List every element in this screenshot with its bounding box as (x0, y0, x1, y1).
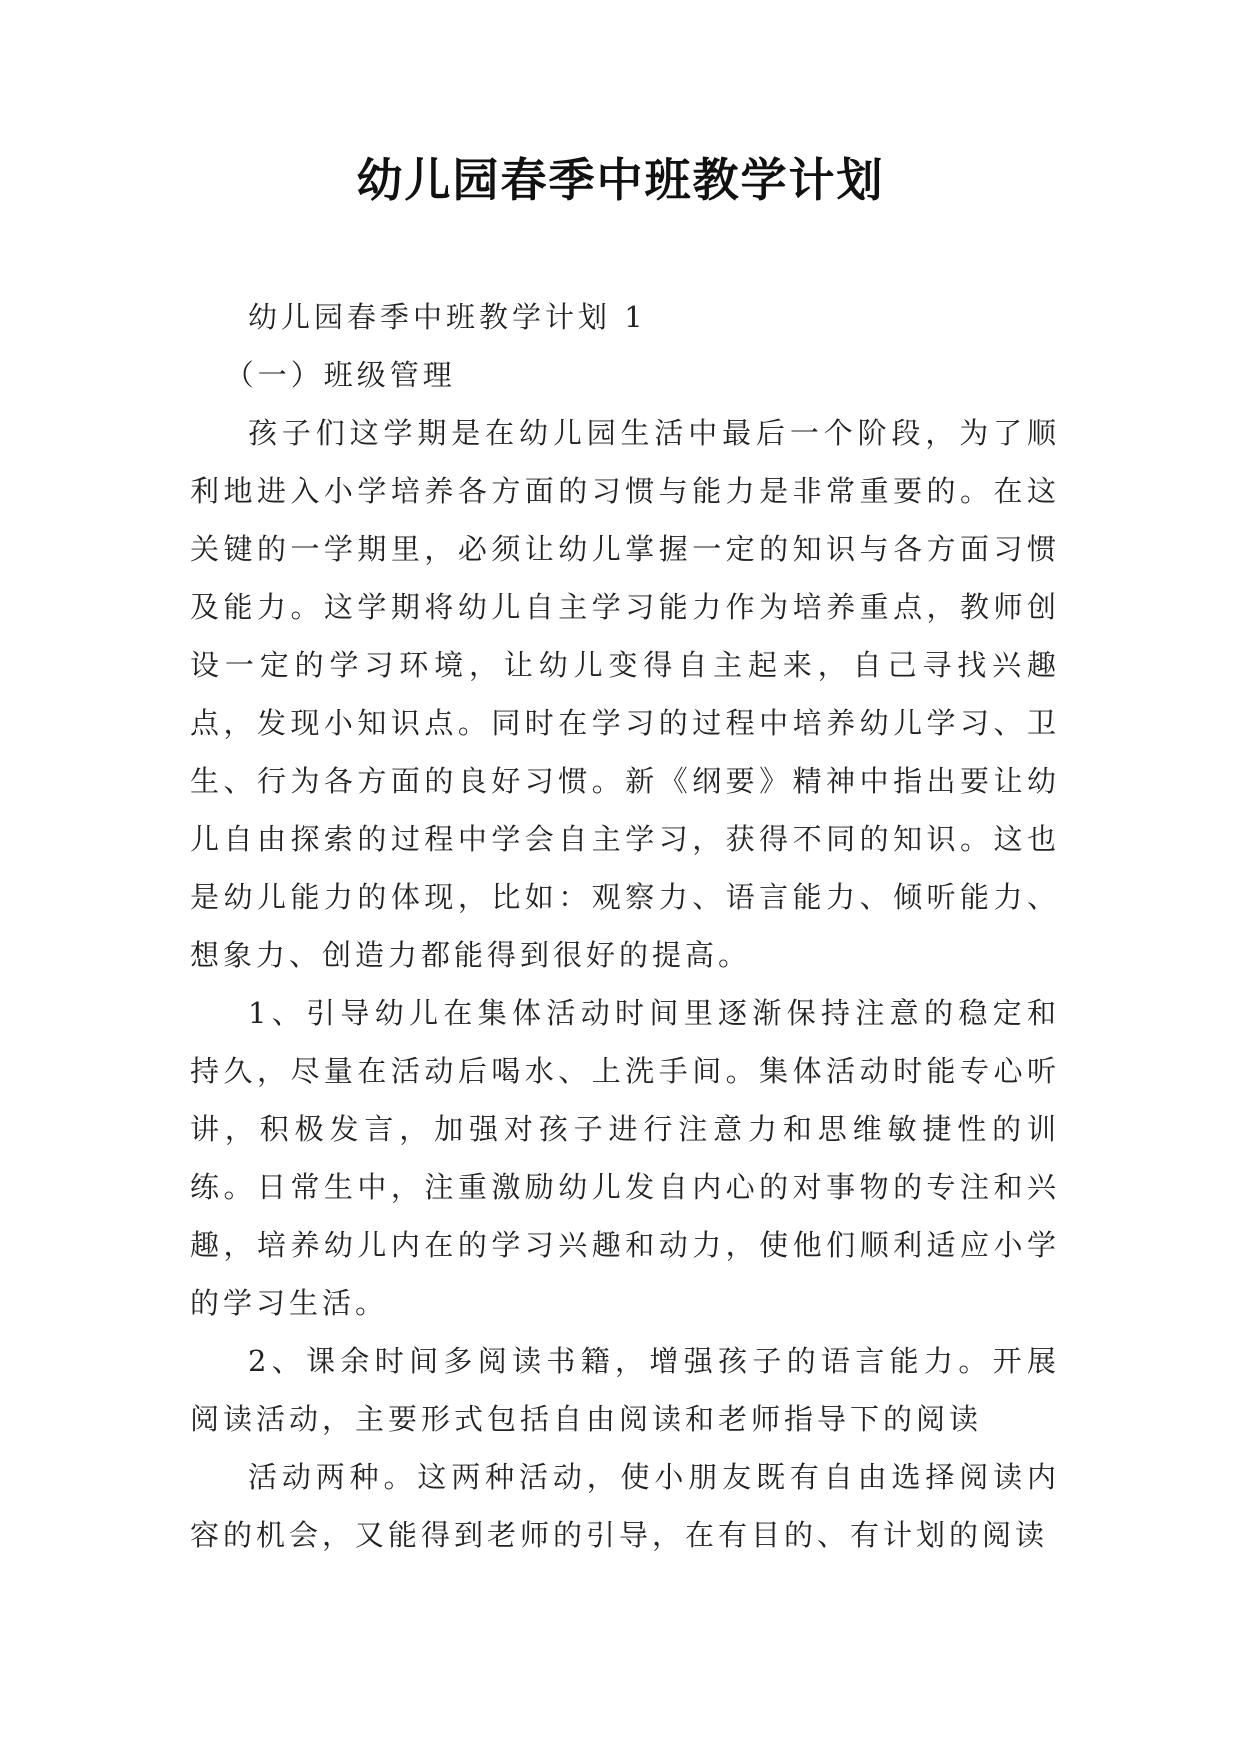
plan-subtitle: 幼儿园春季中班教学计划 1 (248, 300, 647, 334)
section-heading: （一）班级管理 (224, 358, 456, 392)
paragraph-intro: 孩子们这学期是在幼儿园生活中最后一个阶段，为了顺利地进入小学培养各方面的习惯与能力是非常重要的。在这关键的一学期里，必须让幼儿掌握一定的知识与各方面习惯及能力。这学期将幼儿自主学习能力作为培养重点，教师创设一定的学习环境，让幼儿变得自主起来，自己寻找兴趣点，发现小知识点。同时在学习的过程中培养幼儿学习、卫生、行为各方面的良好习惯。新《纲要》精神中指出要让幼儿自由探索的过程中学会自主学习，获得不同的知识。这也是幼儿能力的体现，比如：观察力、语言能力、倾听能力、想象力、创造力都能得到很好的提高。 (190, 416, 1060, 972)
paragraph-continuation: 活动两种。这两种活动，使小朋友既有自由选择阅读内容的机会，又能得到老师的引导，在有目的、有计划的阅读 (190, 1460, 1060, 1552)
document-body (190, 288, 1060, 1564)
paragraph-item-2: 2、课余时间多阅读书籍，增强孩子的语言能力。开展阅读活动，主要形式包括自由阅读和老师指导下的阅读 (190, 1344, 1060, 1436)
paragraph-item-1: 1、引导幼儿在集体活动时间里逐渐保持注意的稳定和持久，尽量在活动后喝水、上洗手间。集体活动时能专心听讲，积极发言，加强对孩子进行注意力和思维敏捷性的训练。日常生中，注重激励幼儿发自内心的对事物的专注和兴趣，培养幼儿内在的学习兴趣和动力，使他们顺利适应小学的学习生活。 (190, 996, 1060, 1320)
document-title: 幼儿园春季中班教学计划 (356, 153, 885, 207)
